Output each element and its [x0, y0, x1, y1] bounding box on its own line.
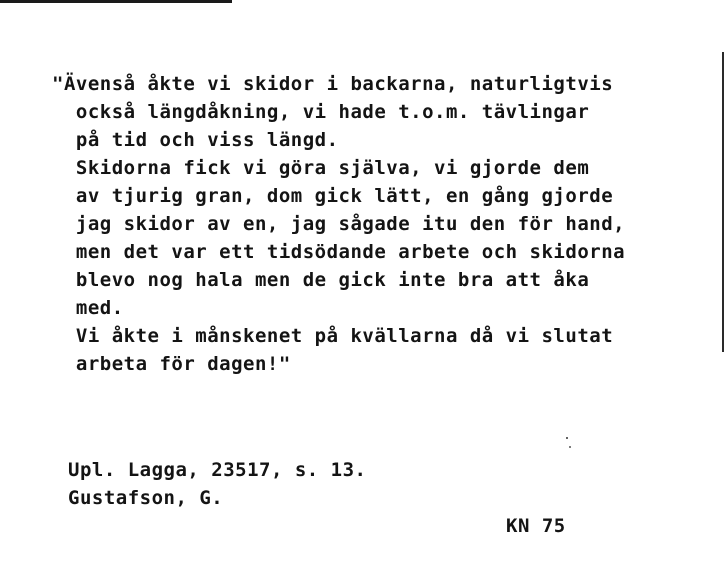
quote-line: med. [52, 297, 124, 319]
quote-line: arbeta för dagen!" [52, 353, 291, 375]
source-location: Upl. Lagga, 23517, s. 13. [68, 459, 367, 481]
quote-line: Skidorna fick vi göra själva, vi gjorde dem [52, 157, 590, 179]
quote-line: Vi åkte i månskenet på kvällarna då vi slutat [52, 325, 614, 347]
quote-line: jag skidor av en, jag sågade itu den för hand, [52, 213, 626, 235]
source-informant: Gustafson, G. [68, 487, 224, 509]
ink-speck [569, 446, 571, 448]
card-top-edge [0, 0, 232, 3]
quote-line: på tid och viss längd. [52, 129, 339, 151]
catalog-number: KN 75 [506, 515, 566, 537]
quote-line: också längdåkning, vi hade t.o.m. tävlingar [52, 101, 590, 123]
quote-text [52, 70, 625, 378]
quote-line: "Ävenså åkte vi skidor i backarna, naturligtvis [52, 73, 614, 95]
quote-line: men det var ett tidsödande arbete och skidorna [52, 241, 626, 263]
quote-line: blevo nog hala men de gick inte bra att åka [52, 269, 590, 291]
ink-speck [566, 437, 568, 439]
quote-line: av tjurig gran, dom gick lätt, en gång gjorde [52, 185, 614, 207]
source-reference [68, 456, 366, 512]
